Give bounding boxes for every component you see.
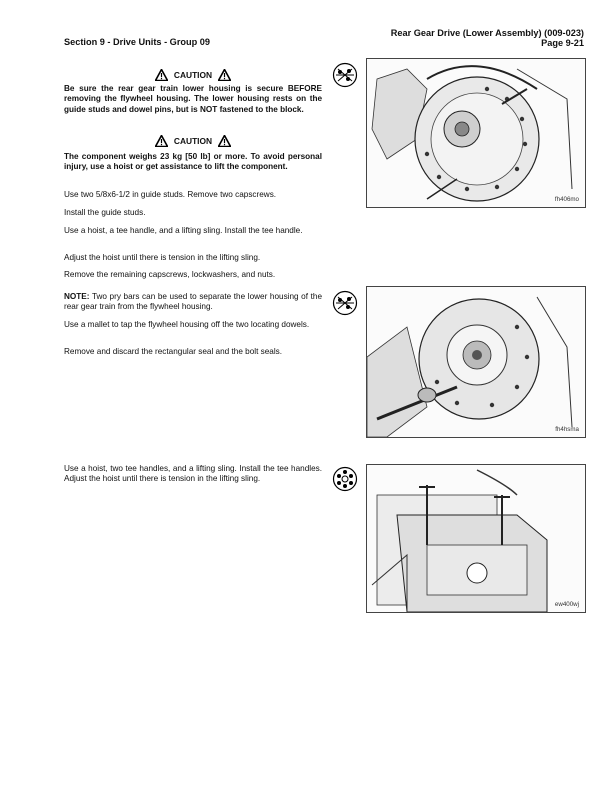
wrench-tool-icon [332,62,358,88]
engine-illustration [367,287,585,437]
step-text: Use a mallet to tap the flywheel housing off the two locating dowels. [64,320,310,329]
caution-label: CAUTION [173,136,213,146]
step-text: Use two 5/8x6-1/2 in guide studs. Remove two capscrews. [64,190,277,199]
warning-triangle-icon [155,69,168,81]
caution-text-1: Be sure the rear gear train lower housing is secure BEFORE removing the flywheel housing. The lower housing rests on the guide studs and dowel pins, but is NOT fastened to the block. [64,84,322,114]
step-text: Adjust the hoist until there is tension in the lifting sling. [64,253,261,262]
figure-flywheel-housing-2 [366,286,586,438]
note-body: Two pry bars can be used to separate the lower housing of the rear gear train from the flywheel housing. [64,292,322,312]
figure-code: ew400wj [554,601,579,608]
caution-heading-2 [64,134,322,148]
note-label: NOTE: [64,292,90,301]
wrench-tool-icon [332,290,358,316]
engine-illustration [367,59,585,207]
step-text: Remove and discard the rectangular seal and the bolt seals. [64,347,283,356]
warning-triangle-icon [155,135,168,147]
multi-tool-icon [332,466,358,492]
figure-flywheel-housing-1 [366,58,586,208]
figure-code: fh4hsma [555,426,579,433]
note-text [64,292,322,313]
caution-text-2: The component weighs 23 kg [50 lb] or more. To avoid personal injury, use a hoist or get assistance to lift the component. [64,152,322,172]
step-text: Install the guide studs. [64,208,146,217]
step-text: Use a hoist, a tee handle, and a lifting sling. Install the tee handle. [64,226,303,235]
figure-lower-housing-lift [366,464,586,613]
step-text: Remove the remaining capscrews, lockwashers, and nuts. [64,270,276,279]
warning-triangle-icon [218,69,231,81]
caution-heading-1 [64,68,322,82]
warning-triangle-icon [218,135,231,147]
section-title: Section 9 - Drive Units - Group 09 [64,37,211,47]
step-text: Use a hoist, two tee handles, and a lifting sling. Install the tee handles. Adjust the hoist until there is tension in the lifting sling. [64,464,322,484]
engine-illustration [367,465,585,612]
caution-label: CAUTION [173,70,213,80]
figure-code: fh406mo [554,196,579,203]
procedure-title: Rear Gear Drive (Lower Assembly) (009-023) [390,28,584,38]
page-number: Page 9-21 [541,38,584,48]
